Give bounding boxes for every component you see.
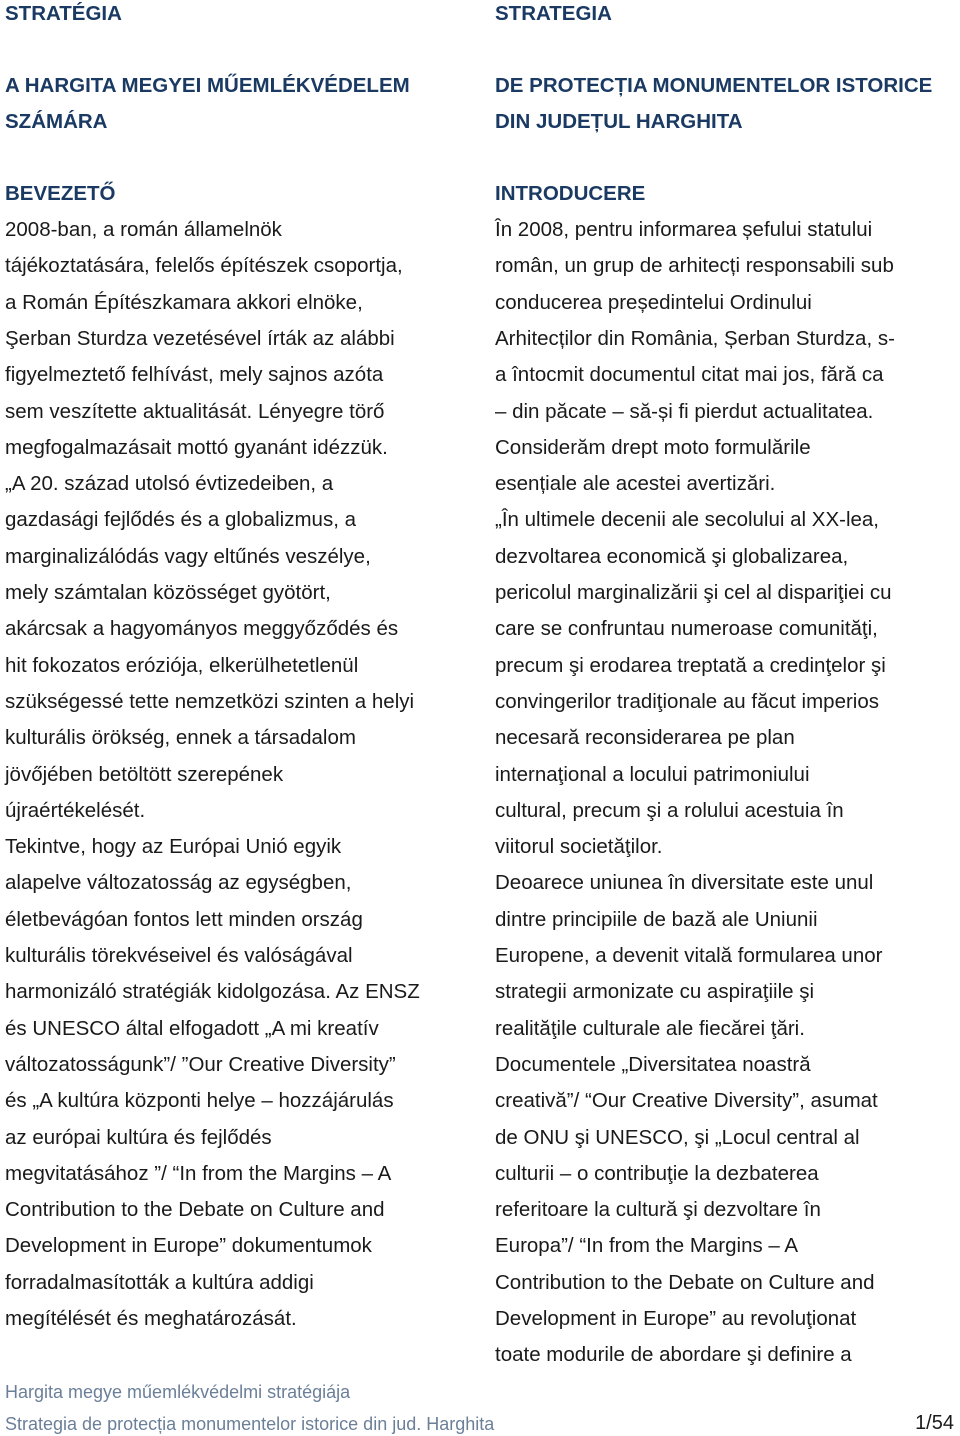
body-line-hu: kulturális törekvéseivel és valóságával	[5, 944, 353, 967]
body-line-ro: referitoare la cultură şi dezvoltare în	[495, 1198, 821, 1222]
body-line-ro: cultural, precum şi a rolului acestuia în	[495, 798, 844, 822]
document-subtitle-hu-line-2: SZÁMÁRA	[5, 110, 108, 133]
document-subtitle-hu-line-1: A HARGITA MEGYEI MŰEMLÉKVÉDELEM	[5, 74, 410, 97]
body-line-hu: 2008-ban, a román államelnök	[5, 218, 282, 241]
body-line-ro: conducerea președintelui Ordinului	[495, 290, 812, 314]
document-subtitle-ro-line-1: DE PROTECȚIA MONUMENTELOR ISTORICE	[495, 74, 933, 97]
document-title-ro: STRATEGIA	[495, 2, 612, 25]
body-line-hu: gazdasági fejlődés és a globalizmus, a	[5, 508, 356, 532]
body-line-ro: toate modurile de abordare şi definire a	[495, 1343, 852, 1367]
body-line-hu: mely számtalan közösséget gyötört,	[5, 581, 331, 604]
body-line-ro: care se confruntau numeroase comunităţi,	[495, 617, 878, 641]
body-line-hu: újraértékelését.	[5, 798, 146, 822]
document-title-hu: STRATÉGIA	[5, 2, 122, 25]
body-line-hu: és UNESCO által elfogadott „A mi kreatív	[5, 1016, 379, 1040]
body-line-ro: precum şi erodarea treptată a credinţelor şi	[495, 653, 886, 677]
document-subtitle-ro-line-2: DIN JUDEȚUL HARGHITA	[495, 110, 743, 133]
page-number: 1/54	[915, 1412, 954, 1434]
body-line-ro: dintre principiile de bază ale Uniunii	[495, 907, 818, 931]
body-line-ro: – din păcate – să-și fi pierdut actualitatea.	[495, 399, 874, 423]
body-line-ro: pericolul marginalizării şi cel al dispariţiei cu	[495, 581, 892, 604]
body-line-ro: de ONU şi UNESCO, şi „Locul central al	[495, 1125, 860, 1149]
body-line-hu: tájékoztatására, felelős építészek csoportja,	[5, 254, 403, 278]
body-line-hu: a Román Építészkamara akkori elnöke,	[5, 290, 363, 314]
body-line-ro: creativă”/ “Our Creative Diversity”, asumat	[495, 1089, 878, 1113]
body-line-hu: szükségessé tette nemzetközi szinten a helyi	[5, 689, 415, 713]
body-line-hu: jövőjében betöltött szerepének	[5, 762, 284, 786]
body-line-ro: Europa”/ “In from the Margins – A	[495, 1234, 799, 1258]
body-line-ro: „În ultimele decenii ale secolului al XX-lea,	[495, 508, 880, 532]
body-line-hu: Contribution to the Debate on Culture and	[5, 1198, 385, 1222]
footer-title-ro: Strategia de protecția monumentelor istorice din jud. Harghita	[5, 1414, 495, 1434]
body-line-hu: akárcsak a hagyományos meggyőződés és	[5, 617, 399, 641]
body-line-ro: dezvoltarea economică şi globalizarea,	[495, 544, 849, 568]
section-heading-hu: BEVEZETŐ	[5, 182, 116, 205]
body-line-ro: strategii armonizate cu aspiraţiile şi	[495, 980, 815, 1004]
body-line-ro: a întocmit documentul citat mai jos, fără ca	[495, 363, 884, 387]
body-line-ro: Contribution to the Debate on Culture and	[495, 1270, 875, 1294]
body-line-ro: român, un grup de arhitecți responsabili sub	[495, 254, 894, 278]
body-line-hu: életbevágóan fontos lett minden ország	[5, 907, 363, 931]
body-line-hu: megvitatásához ”/ “In from the Margins – A	[5, 1161, 392, 1185]
body-line-ro: culturii – o contribuţie la dezbaterea	[495, 1161, 819, 1185]
body-line-hu: figyelmeztető felhívást, mely sajnos azóta	[5, 363, 384, 387]
body-line-hu: harmonizáló stratégiák kidolgozása. Az ENSZ	[5, 980, 420, 1004]
body-line-ro: Documentele „Diversitatea noastră	[495, 1052, 811, 1076]
body-line-hu: hit fokozatos eróziója, elkerülhetetlenül	[5, 653, 359, 677]
body-line-ro: Europene, a devenit vitală formularea unor	[495, 944, 883, 967]
section-heading-ro: INTRODUCERE	[495, 182, 646, 205]
body-line-ro: În 2008, pentru informarea șefului statului	[495, 218, 873, 241]
body-line-hu: megfogalmazásait mottó gyanánt idézzük.	[5, 435, 388, 459]
body-line-hu: Tekintve, hogy az Európai Unió egyik	[5, 835, 342, 859]
body-line-hu: forradalmasították a kultúra addigi	[5, 1270, 314, 1294]
body-line-hu: Development in Europe” dokumentumok	[5, 1234, 372, 1258]
body-line-hu: „A 20. század utolsó évtizedeiben, a	[5, 472, 334, 496]
body-line-hu: kulturális örökség, ennek a társadalom	[5, 726, 356, 750]
body-line-ro: Arhitecților din România, Șerban Sturdza, s-	[495, 326, 895, 350]
body-line-hu: az európai kultúra és fejlődés	[5, 1125, 272, 1149]
body-line-hu: változatosságunk”/ ”Our Creative Diversity”	[5, 1052, 396, 1076]
body-line-hu: sem veszítette aktualitását. Lényegre törő	[5, 399, 385, 423]
body-line-ro: Development in Europe” au revoluţionat	[495, 1307, 857, 1330]
body-line-hu: alapelve változatosság az egységben,	[5, 871, 352, 895]
body-line-ro: Considerăm drept moto formulările	[495, 435, 811, 459]
body-line-ro: convingerilor tradiţionale au făcut imperios	[495, 689, 880, 713]
footer-title-hu: Hargita megye műemlékvédelmi stratégiája	[5, 1382, 351, 1402]
body-line-ro: viitorul societăţilor.	[495, 835, 663, 859]
body-line-hu: Şerban Sturdza vezetésével írták az alábbi	[5, 326, 395, 350]
body-line-ro: esențiale ale acestei avertizări.	[495, 472, 776, 496]
body-line-ro: necesară reconsiderarea pe plan	[495, 726, 795, 750]
body-line-hu: és „A kultúra központi helye – hozzájárulás	[5, 1089, 394, 1113]
body-line-ro: realităţile culturale ale fiecărei ţări.	[495, 1016, 805, 1040]
body-line-hu: megítélését és meghatározását.	[5, 1307, 297, 1330]
body-line-ro: internaţional a locului patrimoniului	[495, 762, 810, 786]
body-line-ro: Deoarece uniunea în diversitate este unul	[495, 871, 874, 895]
body-line-hu: marginalizálódás vagy eltűnés veszélye,	[5, 544, 371, 568]
